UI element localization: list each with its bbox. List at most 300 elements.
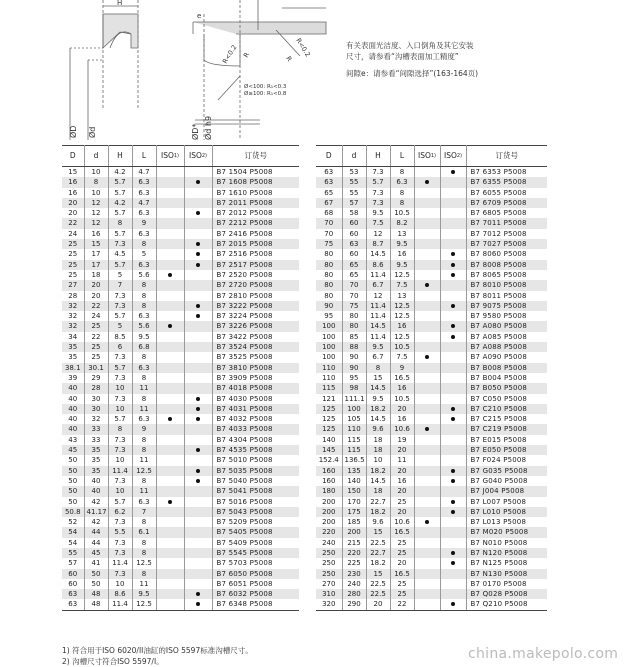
cell-order-number: B7 F024 P5008 — [470, 456, 527, 465]
cell-iso2 — [184, 538, 212, 548]
cell-iso1 — [414, 383, 440, 393]
table-row — [316, 579, 547, 589]
iso-compliance-dot-icon — [451, 417, 455, 421]
table-row — [62, 188, 299, 198]
cell-L: 6.1 — [132, 527, 156, 537]
cell-iso1 — [156, 177, 184, 187]
cell-D: 160 — [316, 476, 342, 486]
cell-iso1 — [156, 445, 184, 455]
cell-L: 5 — [132, 249, 156, 259]
cell-H: 5.7 — [108, 177, 132, 187]
drawing-label-d: Ød — [88, 126, 97, 138]
table-row — [316, 280, 547, 290]
cell-d: 25 — [84, 321, 108, 331]
cell-order-number: B7 5409 P5008 — [216, 538, 273, 547]
cell-H: 5.7 — [108, 260, 132, 270]
cell-D: 52 — [62, 517, 84, 527]
cell-order-number: B7 2416 P5008 — [216, 229, 273, 238]
iso-compliance-dot-icon — [451, 561, 455, 565]
cell-d: 42 — [84, 497, 108, 507]
cell-order-number: B7 C219 P5008 — [466, 424, 547, 434]
cell-d: 175 — [342, 507, 366, 517]
cell-order-number: B7 8011 P5008 — [470, 291, 527, 300]
cell-H: 7.3 — [366, 188, 390, 198]
cell-order-number: B7 L010 P5008 — [466, 507, 547, 517]
cell-H: 11.4 — [366, 332, 390, 342]
cell-order-number: B7 N130 P5008 — [466, 569, 547, 579]
cell-H: 7.5 — [366, 218, 390, 228]
cell-H: 5.7 — [108, 363, 132, 373]
cell-iso1 — [156, 373, 184, 383]
table-row — [62, 486, 299, 496]
table-row — [62, 445, 299, 455]
cell-L: 6.3 — [132, 260, 156, 270]
cell-L: 20 — [390, 558, 414, 568]
cell-iso1 — [156, 363, 184, 373]
table-row — [62, 301, 299, 311]
header-L: L — [132, 146, 156, 167]
cell-D: 25 — [62, 260, 84, 270]
cell-iso1 — [414, 167, 440, 178]
cell-H: 4.2 — [108, 198, 132, 208]
cell-d: 28 — [84, 383, 108, 393]
cell-H: 9.5 — [366, 394, 390, 404]
table-row — [316, 218, 547, 228]
cell-H: 7.3 — [108, 538, 132, 548]
cell-D: 95 — [316, 311, 342, 321]
cell-order-number: B7 5703 P5008 — [216, 559, 273, 568]
cell-L: 12.5 — [390, 270, 414, 280]
cell-iso1 — [156, 517, 184, 527]
note-line-1: 有关表面光洁度、入口倒角及其它安装 — [346, 41, 474, 50]
cell-iso2 — [184, 548, 212, 558]
cell-iso2 — [184, 332, 212, 342]
cell-d: 90 — [342, 352, 366, 362]
cell-L: 20 — [390, 445, 414, 455]
table-row — [62, 466, 299, 476]
cell-L: 16 — [390, 249, 414, 259]
cell-iso1 — [156, 270, 184, 280]
cell-d: 44 — [84, 527, 108, 537]
cell-L: 25 — [390, 589, 414, 599]
cell-order-number: B7 7012 P5008 — [470, 229, 527, 238]
cell-d: 48 — [84, 589, 108, 599]
cell-iso1 — [414, 229, 440, 239]
cell-iso2 — [184, 167, 212, 178]
iso-compliance-dot-icon — [196, 180, 200, 184]
cell-d: 55 — [342, 177, 366, 187]
cell-H: 10 — [108, 383, 132, 393]
cell-D: 16 — [62, 177, 84, 187]
cell-L: 7.5 — [390, 280, 414, 290]
table-row — [62, 280, 299, 290]
cell-L: 7.5 — [390, 352, 414, 362]
cell-iso2 — [440, 363, 466, 373]
cell-order-number: B7 B050 P5008 — [466, 383, 547, 393]
cell-H: 7.3 — [108, 373, 132, 383]
cell-d: 15 — [84, 239, 108, 249]
iso-compliance-dot-icon — [451, 551, 455, 555]
cell-L: 6.3 — [390, 177, 414, 187]
cell-H: 15 — [366, 373, 390, 383]
cell-iso1 — [156, 311, 184, 321]
cell-order-number: B7 N010 P5008 — [470, 538, 528, 547]
cell-L: 6.3 — [132, 363, 156, 373]
table-row — [316, 507, 547, 517]
cell-H: 8.6 — [366, 260, 390, 270]
cell-d: 17 — [84, 260, 108, 270]
iso-compliance-dot-icon — [196, 252, 200, 256]
cell-L: 11 — [132, 486, 156, 496]
header-D: D — [316, 146, 342, 167]
cell-D: 70 — [316, 229, 342, 239]
cell-D: 32 — [62, 311, 84, 321]
table-row — [62, 599, 299, 610]
cell-order-number: B7 3525 P5008 — [216, 353, 273, 362]
table-row — [316, 301, 547, 311]
cell-order-number: B7 3222 P5008 — [212, 301, 299, 311]
header-iso1: ISO$^{1)}$ — [156, 146, 184, 167]
cell-order-number: B7 G035 P5008 — [466, 466, 547, 476]
cell-H: 6.7 — [366, 280, 390, 290]
cell-order-number: B7 4304 P5008 — [216, 435, 273, 444]
cell-H: 8.5 — [108, 332, 132, 342]
cell-D: 22 — [62, 218, 84, 228]
table-row — [316, 445, 547, 455]
footnotes — [62, 645, 253, 667]
cell-D: 16 — [62, 188, 84, 198]
cell-iso2 — [184, 476, 212, 486]
cell-d: 65 — [342, 260, 366, 270]
cell-D: 25 — [62, 270, 84, 280]
header-d: d — [342, 146, 366, 167]
cell-iso2 — [440, 507, 466, 517]
cell-order-number: B7 6353 P5008 — [470, 168, 527, 176]
cell-L: 16.5 — [390, 527, 414, 537]
cell-D: 220 — [316, 527, 342, 537]
cell-iso2 — [440, 589, 466, 599]
cell-d: 20 — [84, 291, 108, 301]
cell-L: 10.5 — [390, 208, 414, 218]
iso-compliance-dot-icon — [196, 397, 200, 401]
cell-order-number: B7 4030 P5008 — [216, 394, 273, 403]
cell-D: 320 — [316, 599, 342, 610]
cell-iso2 — [440, 249, 466, 259]
cell-iso2 — [184, 321, 212, 331]
cell-iso1 — [414, 218, 440, 228]
table-row — [316, 260, 547, 270]
cell-D: 50 — [62, 455, 84, 465]
cell-order-number: B7 2012 P5008 — [216, 209, 273, 218]
cell-H: 14.5 — [366, 249, 390, 259]
cell-L: 25 — [390, 548, 414, 558]
cell-iso2 — [440, 527, 466, 537]
cell-d: 50 — [84, 569, 108, 579]
cell-iso1 — [156, 260, 184, 270]
table-row — [316, 394, 547, 404]
cell-iso2 — [440, 177, 466, 187]
cell-order-number: B7 2720 P5008 — [212, 280, 299, 290]
cell-iso1 — [414, 538, 440, 548]
cell-iso2 — [440, 198, 466, 208]
table-row — [316, 569, 547, 579]
cell-H: 5.7 — [108, 188, 132, 198]
cell-H: 11.4 — [366, 270, 390, 280]
cell-iso1 — [414, 198, 440, 208]
cell-D: 100 — [316, 321, 342, 331]
cell-L: 8 — [132, 280, 156, 290]
cell-H: 4.5 — [108, 249, 132, 259]
cell-iso2 — [184, 414, 212, 424]
cell-iso1 — [156, 301, 184, 311]
cell-H: 18.2 — [366, 404, 390, 414]
cell-H: 10 — [366, 455, 390, 465]
cell-d: 110 — [342, 424, 366, 434]
cell-H: 12 — [366, 229, 390, 239]
cell-H: 6.2 — [108, 507, 132, 517]
cell-d: 29 — [84, 373, 108, 383]
cell-iso1 — [156, 435, 184, 445]
table-row — [62, 239, 299, 249]
table-row — [62, 229, 299, 239]
cell-H: 5.7 — [108, 414, 132, 424]
cell-L: 9.5 — [132, 332, 156, 342]
cell-d: 230 — [342, 569, 366, 579]
cell-iso1 — [414, 342, 440, 352]
cell-order-number: B7 Q210 P5008 — [466, 599, 547, 610]
table-row — [316, 208, 547, 218]
cell-L: 9 — [132, 218, 156, 228]
cell-iso1 — [414, 270, 440, 280]
cell-iso2 — [440, 579, 466, 589]
cell-D: 40 — [62, 414, 84, 424]
cell-L: 8.2 — [390, 218, 414, 228]
table-row — [62, 569, 299, 579]
cell-iso2 — [440, 558, 466, 568]
cell-iso1 — [156, 383, 184, 393]
cell-iso2 — [440, 280, 466, 290]
cell-L: 10.6 — [390, 517, 414, 527]
cell-iso1 — [156, 466, 184, 476]
cell-L: 8 — [132, 445, 156, 455]
table-row — [62, 260, 299, 270]
cell-L: 19 — [390, 435, 414, 445]
cell-iso1 — [156, 208, 184, 218]
cell-order-number: B7 J004 P5008 — [466, 486, 547, 496]
cell-iso1 — [414, 363, 440, 373]
cell-iso2 — [440, 208, 466, 218]
table-row — [316, 548, 547, 558]
cell-iso1 — [414, 455, 440, 465]
iso-compliance-dot-icon — [196, 211, 200, 215]
cell-iso1 — [156, 280, 184, 290]
cell-order-number: B7 B004 P5008 — [470, 373, 528, 382]
iso-compliance-dot-icon — [451, 252, 455, 256]
cell-H: 5 — [108, 321, 132, 331]
cell-iso1 — [156, 486, 184, 496]
cell-order-number: B7 1610 P5008 — [216, 188, 273, 197]
iso-compliance-dot-icon — [168, 417, 172, 421]
header-H: H — [366, 146, 390, 167]
cell-L: 5.6 — [132, 321, 156, 331]
cell-iso1 — [414, 394, 440, 404]
cell-H: 10 — [108, 486, 132, 496]
cell-iso2 — [440, 414, 466, 424]
cell-D: 43 — [62, 435, 84, 445]
cell-order-number: B7 A088 P5008 — [466, 342, 547, 352]
cell-d: 60 — [342, 229, 366, 239]
cell-iso1 — [156, 229, 184, 239]
cell-H: 5 — [108, 270, 132, 280]
table-row — [62, 497, 299, 507]
cell-H: 7.3 — [108, 548, 132, 558]
cell-H: 9.5 — [366, 208, 390, 218]
cell-L: 8 — [390, 198, 414, 208]
cell-order-number: B7 L013 P5008 — [470, 518, 527, 527]
iso-compliance-dot-icon — [451, 500, 455, 504]
table-row — [316, 167, 547, 178]
table-row — [316, 435, 547, 445]
cell-L: 6.3 — [132, 208, 156, 218]
cell-L: 8 — [132, 476, 156, 486]
cell-L: 8 — [132, 435, 156, 445]
cell-iso1 — [414, 177, 440, 187]
cell-iso2 — [440, 424, 466, 434]
cell-H: 4.2 — [108, 167, 132, 178]
table-row — [62, 373, 299, 383]
table-row — [62, 198, 299, 208]
cell-D: 50.8 — [62, 507, 84, 517]
cell-iso2 — [184, 249, 212, 259]
cell-H: 5.5 — [108, 527, 132, 537]
table-row — [316, 538, 547, 548]
cell-D: 65 — [316, 188, 342, 198]
cell-L: 12.5 — [390, 311, 414, 321]
cell-H: 8.6 — [108, 589, 132, 599]
cell-D: 250 — [316, 548, 342, 558]
cell-order-number: B7 8010 P5008 — [466, 280, 547, 290]
cell-iso1 — [156, 167, 184, 178]
cell-D: 27 — [62, 280, 84, 290]
cell-L: 9 — [132, 424, 156, 434]
cell-d: 50 — [84, 579, 108, 589]
cell-d: 75 — [342, 301, 366, 311]
iso-compliance-dot-icon — [196, 263, 200, 267]
cell-H: 11.4 — [108, 599, 132, 610]
cell-H: 7.3 — [108, 291, 132, 301]
cell-d: 90 — [342, 363, 366, 373]
cell-iso2 — [184, 435, 212, 445]
cell-d: 240 — [342, 579, 366, 589]
table-row — [316, 198, 547, 208]
cell-order-number: B7 7011 P5008 — [466, 218, 547, 228]
cell-L: 12.5 — [390, 301, 414, 311]
cell-iso2 — [184, 486, 212, 496]
cell-H: 5.7 — [108, 229, 132, 239]
cell-L: 11 — [132, 404, 156, 414]
iso-compliance-dot-icon — [451, 602, 455, 606]
cell-d: 220 — [342, 548, 366, 558]
cell-iso2 — [184, 311, 212, 321]
iso-compliance-dot-icon — [168, 324, 172, 328]
cell-L: 16 — [390, 476, 414, 486]
cell-d: 170 — [342, 497, 366, 507]
cell-order-number: B7 4033 P5008 — [212, 424, 299, 434]
cell-D: 50 — [62, 486, 84, 496]
iso-compliance-dot-icon — [196, 304, 200, 308]
spec-table-left — [62, 145, 299, 611]
drawing-tolerance-1: Ø<100: R₁<0.3 — [244, 84, 287, 90]
cell-order-number: B7 7027 P5008 — [466, 239, 547, 249]
cell-order-number: B7 C050 P5008 — [470, 394, 528, 403]
table-row — [62, 167, 299, 178]
cell-D: 50 — [62, 497, 84, 507]
cell-H: 5.7 — [108, 208, 132, 218]
iso-compliance-dot-icon — [425, 283, 429, 287]
cell-d: 215 — [342, 538, 366, 548]
cell-d: 136.5 — [342, 455, 366, 465]
cell-iso1 — [156, 538, 184, 548]
iso-compliance-dot-icon — [451, 479, 455, 483]
cell-iso1 — [414, 321, 440, 331]
cell-order-number: B7 2015 P5008 — [212, 239, 299, 249]
cell-H: 15 — [366, 569, 390, 579]
cell-L: 6.3 — [132, 414, 156, 424]
header-order-number: 订货号 — [466, 146, 547, 167]
cell-H: 18 — [366, 435, 390, 445]
cell-D: 80 — [316, 291, 342, 301]
cell-D: 28 — [62, 291, 84, 301]
cell-order-number: B7 5010 P5008 — [216, 456, 273, 465]
cell-L: 9.5 — [390, 239, 414, 249]
cell-iso2 — [184, 424, 212, 434]
cell-iso2 — [184, 466, 212, 476]
cell-iso1 — [414, 280, 440, 290]
drawing-label-d-h9: Ød h9 — [204, 115, 213, 140]
cell-H: 14.5 — [366, 476, 390, 486]
table-row — [316, 177, 547, 187]
cell-iso1 — [156, 589, 184, 599]
table-row — [62, 455, 299, 465]
cell-iso1 — [414, 373, 440, 383]
table-row — [316, 373, 547, 383]
cell-iso1 — [414, 569, 440, 579]
cell-d: 185 — [342, 517, 366, 527]
cell-d: 105 — [342, 414, 366, 424]
cell-iso1 — [156, 569, 184, 579]
table-row — [62, 517, 299, 527]
table-row — [62, 311, 299, 321]
cell-iso1 — [414, 311, 440, 321]
cell-iso2 — [440, 486, 466, 496]
cell-order-number: B7 Q028 P5008 — [466, 589, 547, 599]
cell-H: 8 — [108, 424, 132, 434]
iso-compliance-dot-icon — [425, 355, 429, 359]
cell-D: 70 — [316, 218, 342, 228]
cell-iso2 — [440, 455, 466, 465]
cell-D: 80 — [316, 249, 342, 259]
cell-iso1 — [156, 249, 184, 259]
iso-compliance-dot-icon — [451, 407, 455, 411]
cell-H: 7.3 — [366, 167, 390, 178]
cell-L: 4.7 — [132, 198, 156, 208]
cell-iso1 — [414, 599, 440, 610]
cell-D: 32 — [62, 321, 84, 331]
cell-order-number: B7 6348 P5008 — [212, 599, 299, 610]
cell-order-number: B7 5040 P5008 — [216, 476, 273, 485]
cell-d: 33 — [84, 435, 108, 445]
cell-iso2 — [184, 363, 212, 373]
